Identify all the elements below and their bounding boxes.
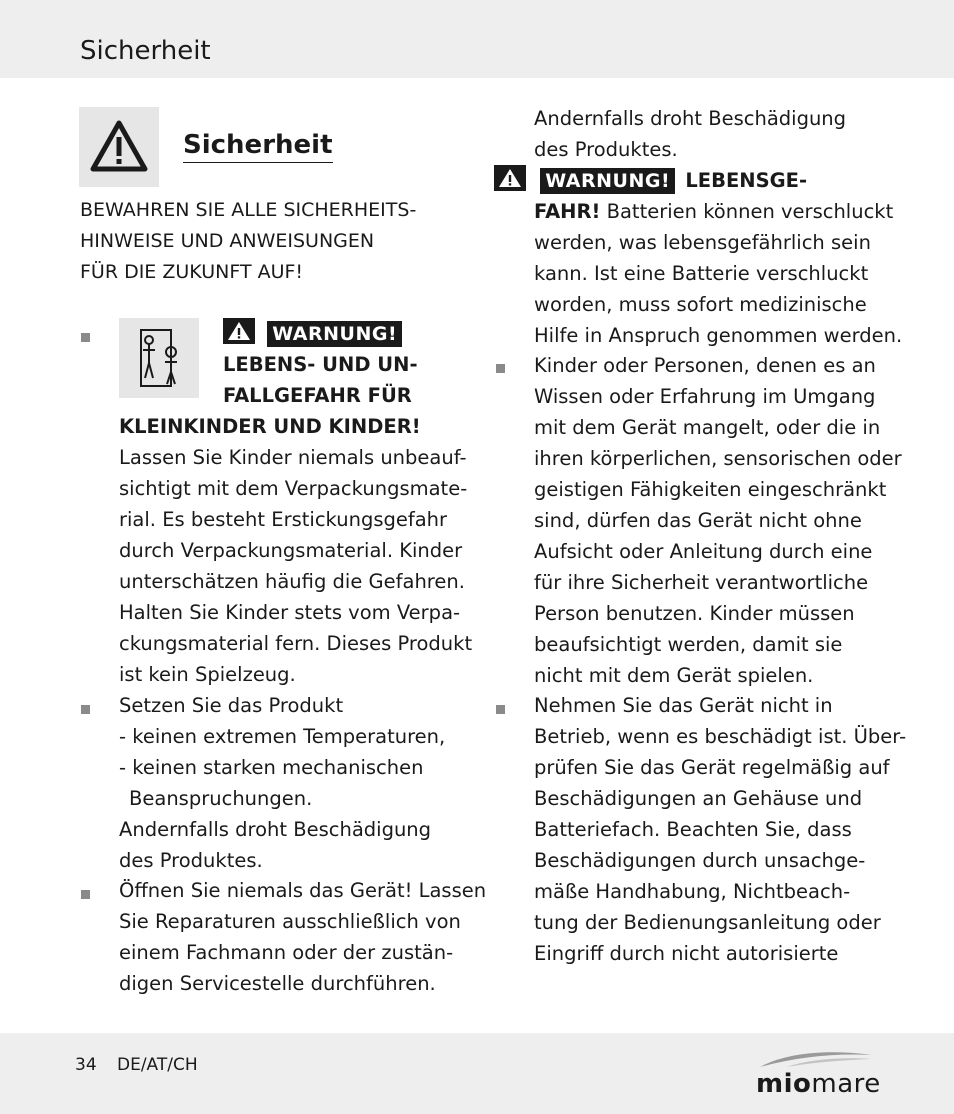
warning-first-line: [534, 196, 893, 227]
warning-triangle-icon: [79, 107, 159, 187]
bullet-icon: [81, 333, 90, 342]
bullet-icon: [496, 705, 505, 714]
logo-bold-part: mio: [756, 1069, 812, 1099]
warning-label: WARNUNG!: [540, 168, 675, 194]
list-item: [119, 875, 486, 999]
body-line: Beschädigungen an Gehäuse und: [534, 787, 863, 810]
bullet-icon: [496, 364, 505, 373]
warning-heading: FALLGEFAHR FÜR: [223, 384, 412, 407]
body-line: unterschätzen häufig die Gefahren.: [119, 570, 465, 593]
warning-label-row: [223, 318, 402, 349]
child-hazard-icon: [119, 318, 199, 398]
body-line: beaufsichtigt werden, damit sie: [534, 633, 843, 656]
body-line: kann. Ist eine Batterie verschluckt: [534, 262, 869, 285]
body-line: ckungsmaterial fern. Dieses Produkt: [119, 632, 473, 655]
intro-text: [80, 195, 470, 288]
body-line: mäße Handhabung, Nichtbeach-: [534, 880, 851, 903]
body-line: Nehmen Sie das Gerät nicht in: [534, 694, 833, 717]
body-line: sichtigt mit dem Verpackungsmate-: [119, 477, 468, 500]
body-line: Wissen oder Erfahrung im Umgang: [534, 385, 876, 408]
body-line: geistigen Fähigkeiten eingeschränkt: [534, 478, 887, 501]
body-line: Hilfe in Anspruch genommen werden.: [534, 324, 903, 347]
body-line: tung der Bedienungsanleitung oder: [534, 911, 881, 934]
body-line: Kinder oder Personen, denen es an: [534, 354, 876, 377]
warning-heading: KLEINKINDER UND KINDER!: [119, 415, 421, 438]
body-line: - keinen starken mechanischen: [119, 756, 424, 779]
warning-body: [534, 227, 902, 351]
body-line: werden, was lebensgefährlich sein: [534, 231, 871, 254]
warning-label-row: [494, 165, 807, 196]
body-line: Eingriff durch nicht autorisierte: [534, 942, 839, 965]
body-line: Batterien können verschluckt: [606, 200, 894, 223]
warning-body: [119, 442, 472, 690]
body-line: Andernfalls droht Beschädigung: [534, 107, 847, 130]
page-number: 34: [75, 1055, 97, 1075]
warning-triangle-small-icon: [223, 318, 255, 344]
warning-heading: LEBENS- UND UN-: [223, 353, 418, 376]
intro-line: HINWEISE UND ANWEISUNGEN: [80, 230, 375, 252]
body-line: worden, muss sofort medizinische: [534, 293, 867, 316]
intro-line: FÜR DIE ZUKUNFT AUF!: [80, 261, 304, 283]
body-line: Betrieb, wenn es beschädigt ist. Über-: [534, 725, 907, 748]
bullet-icon: [81, 890, 90, 899]
body-line: Beschädigungen durch unsachge-: [534, 849, 866, 872]
body-line: sind, dürfen das Gerät nicht ohne: [534, 509, 862, 532]
list-item: [534, 690, 906, 969]
bullet-icon: [81, 705, 90, 714]
warning-label: WARNUNG!: [267, 321, 402, 347]
body-line: für ihre Sicherheit verantwortliche: [534, 571, 869, 594]
body-line: Lassen Sie Kinder niemals unbeauf-: [119, 446, 467, 469]
body-line: prüfen Sie das Gerät regelmäßig auf: [534, 756, 890, 779]
page-title: Sicherheit: [80, 36, 211, 66]
warning-heading: FAHR!: [534, 200, 601, 223]
body-line: Person benutzen. Kinder müssen: [534, 602, 855, 625]
page-header: [0, 0, 954, 78]
body-line: mit dem Gerät mangelt, oder die in: [534, 416, 881, 439]
body-line: ist kein Spielzeug.: [119, 663, 296, 686]
body-line: Sie Reparaturen ausschließlich von: [119, 910, 461, 933]
page-footer: [0, 1033, 954, 1114]
warning-heading: LEBENSGE-: [685, 169, 808, 192]
body-line: digen Servicestelle durchführen.: [119, 972, 436, 995]
body-line: Halten Sie Kinder stets vom Verpa-: [119, 601, 461, 624]
body-line: einem Fachmann oder der zustän-: [119, 941, 454, 964]
body-line: nicht mit dem Gerät spielen.: [534, 664, 814, 687]
miomare-logo: [756, 1045, 881, 1101]
body-line: des Produktes.: [534, 138, 678, 161]
continued-text: [534, 103, 846, 165]
body-line: Beanspruchungen.: [129, 787, 313, 810]
body-line: Andernfalls droht Beschädigung: [119, 818, 432, 841]
body-line: Aufsicht oder Anleitung durch eine: [534, 540, 873, 563]
body-line: - keinen extremen Temperaturen,: [119, 725, 446, 748]
warning-triangle-small-icon: [494, 165, 526, 191]
list-item: [534, 350, 902, 691]
logo-wordmark: [756, 1069, 881, 1099]
body-line: Batteriefach. Beachten Sie, dass: [534, 818, 852, 841]
body-line: Setzen Sie das Produkt: [119, 694, 344, 717]
region-label: DE/AT/CH: [117, 1055, 198, 1075]
body-line: durch Verpackungsmaterial. Kinder: [119, 539, 463, 562]
body-line: des Produktes.: [119, 849, 263, 872]
list-item: [119, 690, 445, 876]
body-line: Öffnen Sie niemals das Gerät! Lassen: [119, 879, 487, 902]
intro-line: BEWAHREN SIE ALLE SICHERHEITS-: [80, 199, 417, 221]
section-title: Sicherheit: [183, 128, 333, 163]
body-line: rial. Es besteht Erstickungsgefahr: [119, 508, 448, 531]
body-line: ihren körperlichen, sensorischen oder: [534, 447, 902, 470]
logo-light-part: mare: [811, 1069, 881, 1099]
